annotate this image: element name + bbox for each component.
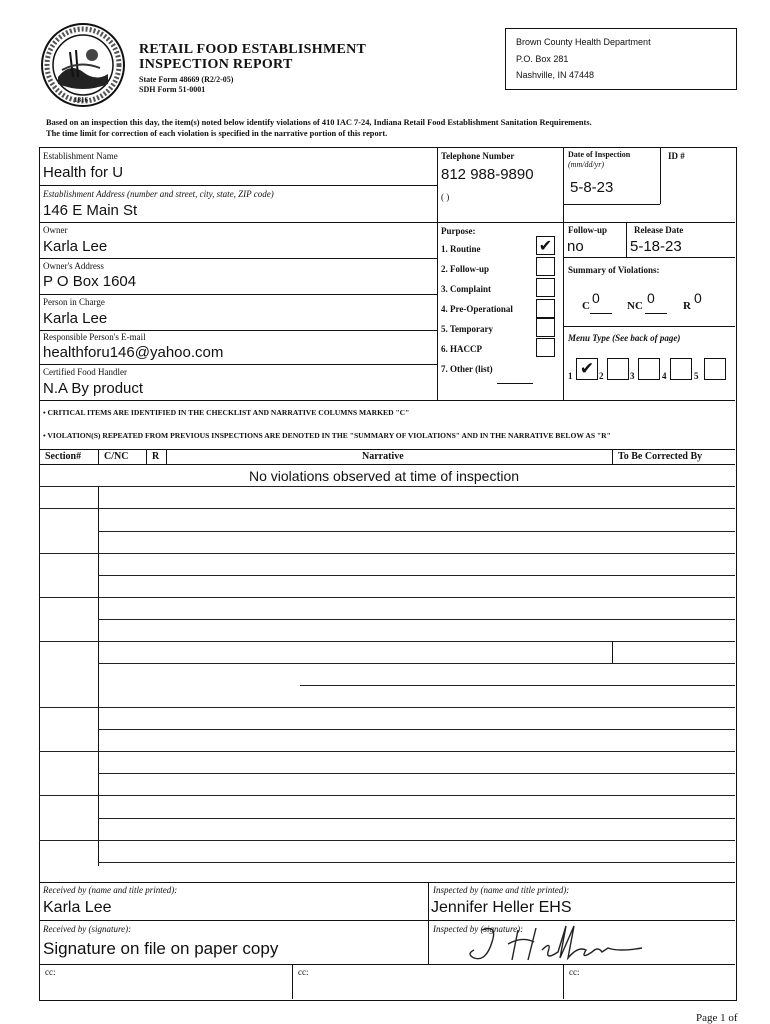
noncritical-count-label: NC: [627, 300, 643, 312]
id-label: ID #: [668, 151, 685, 161]
telephone-label: Telephone Number: [441, 151, 515, 161]
inspector-signature: [462, 922, 662, 968]
pre-operational-checkbox[interactable]: [536, 299, 555, 318]
menu-type-2-checkbox[interactable]: [607, 358, 629, 380]
cc-field-2[interactable]: cc:: [298, 967, 309, 977]
repeated-violations-note: • VIOLATION(S) REPEATED FROM PREVIOUS INSPECTIONS ARE DENOTED IN THE "SUMMARY OF VIOLATIONS" AND IN THE NARRATIVE BELOW AS "R": [43, 431, 611, 440]
inspection-date-label: Date of Inspection: [568, 150, 631, 159]
report-title-line2: INSPECTION REPORT: [139, 57, 293, 72]
check-mark-icon: ✔: [579, 359, 595, 379]
summary-of-violations-label: Summary of Violations:: [568, 265, 660, 275]
menu-type-label: Menu Type (See back of page): [568, 333, 681, 343]
intro-line2: The time limit for correction of each violation is specified in the narrative portion of this report.: [46, 129, 388, 138]
purpose-pre-operational: 4. Pre-Operational: [441, 304, 513, 314]
purpose-other: 7. Other (list): [441, 364, 493, 374]
release-date-field[interactable]: 5-18-23: [630, 238, 682, 255]
establishment-name-field[interactable]: Health for U: [43, 164, 124, 181]
repeat-count-field[interactable]: 0: [694, 290, 702, 306]
seal-year: 1816: [74, 96, 88, 104]
establishment-address-label: Establishment Address (number and street, city, state, ZIP code): [43, 189, 274, 199]
owner-field[interactable]: Karla Lee: [43, 238, 108, 255]
critical-count-field[interactable]: 0: [592, 290, 600, 306]
purpose-temporary: 5. Temporary: [441, 324, 494, 334]
owner-address-label: Owner's Address: [43, 261, 104, 271]
received-by-signature-label: Received by (signature):: [43, 924, 132, 934]
department-city: Nashville, IN 47448: [516, 70, 595, 80]
menu-type-3-checkbox[interactable]: [638, 358, 660, 380]
purpose-routine: 1. Routine: [441, 244, 481, 254]
received-by-name-label: Received by (name and title printed):: [43, 885, 178, 895]
establishment-name-label: Establishment Name: [43, 151, 118, 161]
follow-up-label: Follow-up: [568, 225, 608, 235]
purpose-follow-up: 2. Follow-up: [441, 264, 490, 274]
inspection-form: [39, 147, 737, 1001]
section-column-header: Section#: [45, 451, 82, 462]
department-address-box: [505, 28, 737, 90]
menu-type-4-label: 4: [662, 371, 667, 381]
inspected-by-name-label: Inspected by (name and title printed):: [433, 885, 570, 895]
person-in-charge-label: Person in Charge: [43, 297, 105, 307]
page-number: Page 1 of: [696, 1012, 738, 1024]
owner-address-field[interactable]: P O Box 1604: [43, 273, 137, 290]
telephone-secondary-field[interactable]: ( ): [441, 192, 450, 202]
report-title-line1: RETAIL FOOD ESTABLISHMENT: [139, 42, 367, 57]
cnc-column-header: C/NC: [104, 451, 129, 462]
purpose-label: Purpose:: [441, 226, 476, 236]
received-by-name-field[interactable]: Karla Lee: [43, 899, 112, 916]
telephone-field[interactable]: 812 988-9890: [441, 166, 534, 183]
state-form-number: State Form 48669 (R2/2-05): [139, 75, 234, 84]
inspection-date-field[interactable]: 5-8-23: [570, 179, 614, 196]
follow-up-field[interactable]: no: [567, 238, 584, 255]
menu-type-1-label: 1: [568, 371, 573, 381]
critical-count-label: C: [582, 300, 590, 312]
haccp-checkbox[interactable]: [536, 338, 555, 357]
inspected-by-name-field[interactable]: Jennifer Heller EHS: [431, 899, 572, 916]
follow-up-checkbox[interactable]: [536, 257, 555, 276]
department-po-box: P.O. Box 281: [516, 54, 569, 64]
cc-field-1[interactable]: cc:: [45, 967, 56, 977]
inspected-by-signature-label: Inspected by (signature):: [433, 924, 524, 934]
sdh-form-number: SDH Form 51-0001: [139, 85, 206, 94]
menu-type-3-label: 3: [630, 371, 635, 381]
email-label: Responsible Person's E-mail: [43, 332, 146, 342]
narrative-column-header: Narrative: [362, 451, 404, 462]
purpose-complaint: 3. Complaint: [441, 284, 492, 294]
establishment-address-field[interactable]: 146 E Main St: [43, 202, 138, 219]
release-date-label: Release Date: [634, 225, 684, 235]
check-mark-icon: ✔: [538, 236, 553, 255]
email-field[interactable]: healthforu146@yahoo.com: [43, 344, 224, 361]
food-handler-label: Certified Food Handler: [43, 367, 127, 377]
corrected-by-column-header: To Be Corrected By: [618, 451, 703, 462]
menu-type-5-label: 5: [694, 371, 699, 381]
noncritical-count-field[interactable]: 0: [647, 290, 655, 306]
received-by-signature-field[interactable]: Signature on file on paper copy: [43, 939, 279, 958]
repeat-count-label: R: [683, 300, 691, 312]
owner-label: Owner: [43, 225, 68, 235]
routine-checkbox[interactable]: [536, 236, 555, 255]
complaint-checkbox[interactable]: [536, 278, 555, 297]
purpose-haccp: 6. HACCP: [441, 344, 482, 354]
temporary-checkbox[interactable]: [536, 318, 555, 337]
repeat-column-header: R: [152, 451, 160, 462]
menu-type-4-checkbox[interactable]: [670, 358, 692, 380]
menu-type-2-label: 2: [599, 371, 604, 381]
narrative-first-row-text[interactable]: No violations observed at time of inspection: [249, 468, 520, 484]
food-handler-field[interactable]: N.A By product: [43, 380, 144, 397]
table-row: [39, 466, 735, 486]
menu-type-1-checkbox[interactable]: [576, 358, 598, 380]
intro-line1: Based on an inspection this day, the item(s) noted below identify violations of 410 IAC 7-24, Indiana Retail Food Establishment Sanitation Requirements.: [46, 118, 592, 127]
cc-field-3[interactable]: cc:: [569, 967, 580, 977]
inspection-date-format: (mm/dd/yr): [568, 160, 604, 169]
menu-type-5-checkbox[interactable]: [704, 358, 726, 380]
department-name: Brown County Health Department: [516, 37, 651, 47]
person-in-charge-field[interactable]: Karla Lee: [43, 310, 108, 327]
critical-items-note: • CRITICAL ITEMS ARE IDENTIFIED IN THE CHECKLIST AND NARRATIVE COLUMNS MARKED "C": [43, 408, 410, 417]
